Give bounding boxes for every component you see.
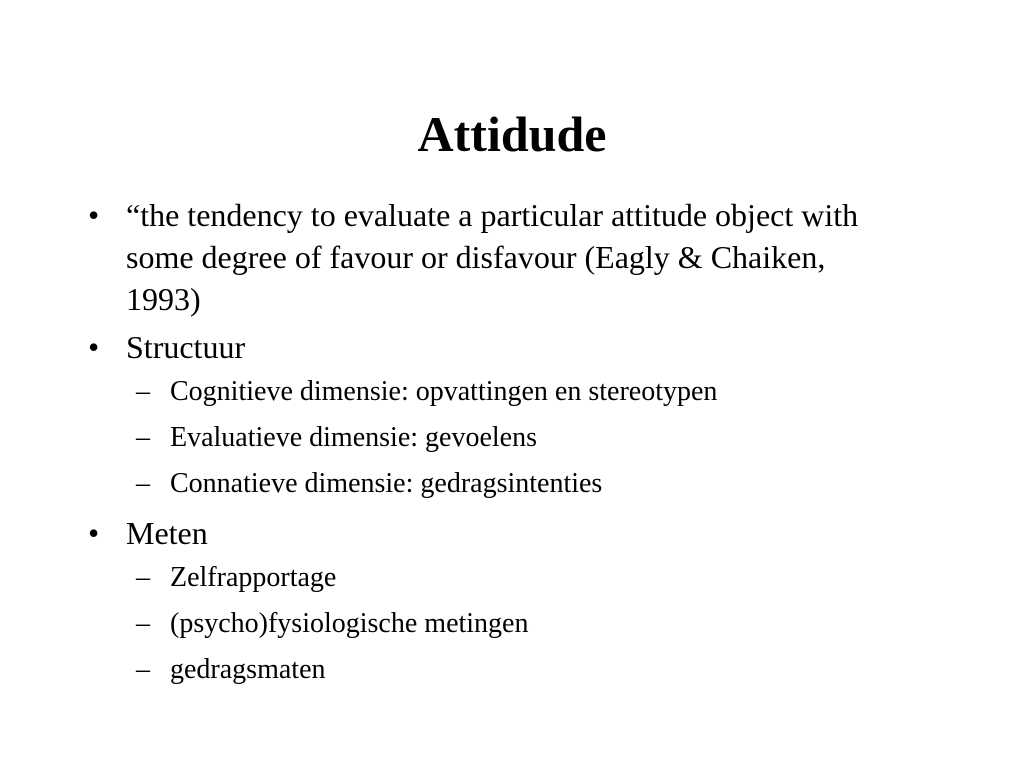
subitem-cognitieve	[80, 374, 900, 410]
subitem-text: Connatieve dimensie: gedragsintenties	[170, 468, 603, 499]
dash-icon: –	[136, 608, 150, 639]
bullet-item-definition	[80, 194, 900, 320]
dash-icon: –	[136, 376, 150, 407]
subitem-group-structuur	[80, 374, 900, 502]
bullet-icon: •	[88, 329, 100, 365]
subitem-group-meten	[80, 560, 900, 688]
subitem-evaluatieve	[80, 420, 900, 456]
subitem-text: Zelfrapportage	[170, 562, 337, 593]
dash-icon: –	[136, 468, 150, 499]
subitem-gedragsmaten	[80, 652, 900, 688]
subitem-text: Cognitieve dimensie: opvattingen en stereotypen	[170, 376, 718, 407]
subitem-zelfrapportage	[80, 560, 900, 596]
bullet-text: Meten	[126, 515, 208, 551]
bullet-icon: •	[88, 197, 100, 233]
dash-icon: –	[136, 654, 150, 685]
subitem-text: Evaluatieve dimensie: gevoelens	[170, 422, 537, 453]
bullet-item-structuur	[80, 326, 900, 368]
subitem-connatieve	[80, 466, 900, 502]
dash-icon: –	[136, 562, 150, 593]
dash-icon: –	[136, 422, 150, 453]
subitem-text: gedragsmaten	[170, 654, 326, 685]
slide-title: Attidude	[417, 106, 607, 162]
slide-content	[80, 194, 900, 698]
bullet-item-meten	[80, 512, 900, 554]
subitem-fysiologische	[80, 606, 900, 642]
bullet-text: “the tendency to evaluate a particular attitude object with some degree of favour or disfavour (Eagly & Chaiken, 1993)	[126, 197, 859, 317]
bullet-icon: •	[88, 515, 100, 551]
subitem-text: (psycho)fysiologische metingen	[170, 608, 529, 639]
bullet-text: Structuur	[126, 329, 246, 365]
